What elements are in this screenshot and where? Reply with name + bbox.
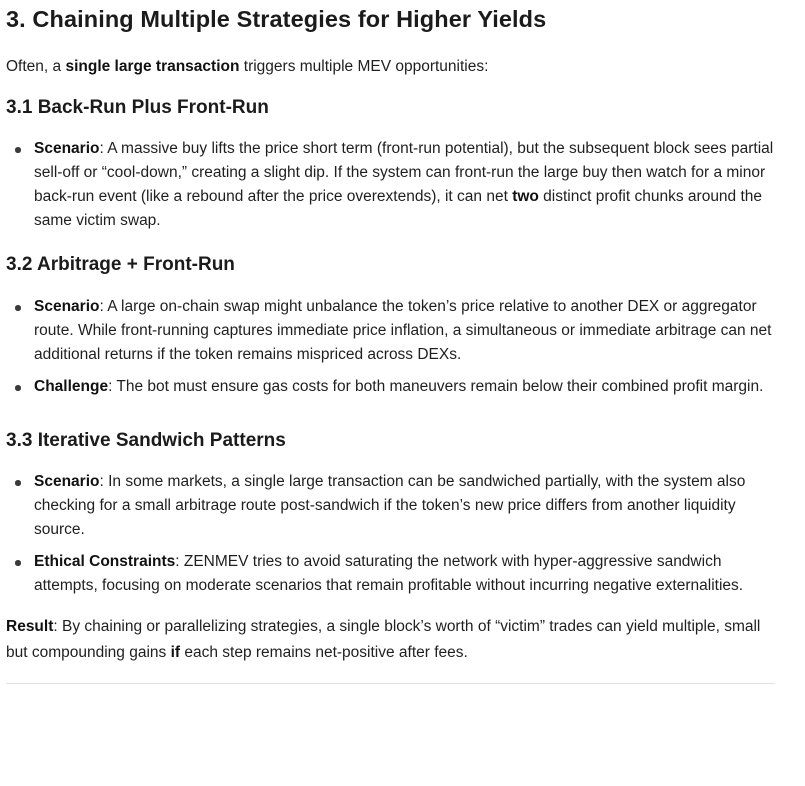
section-3-2-list (6, 295, 775, 399)
item-text: : ZENMEV tries to avoid saturating the network with hyper-aggressive sandwich attempts, focusing on moderate scenarios that remain profitable without incurring negative externalities. (34, 553, 744, 594)
section-heading-3-2: 3.2 Arbitrage + Front-Run (6, 254, 235, 275)
item-label: Challenge (34, 378, 109, 395)
list-item (6, 550, 775, 598)
section-heading-3-3: 3.3 Iterative Sandwich Patterns (6, 430, 286, 451)
item-text: : A massive buy lifts the price short term (front-run potential), but the subsequent block sees partial sell-off or “cool-down,” creating a slight dip. If the system can front-run the large buy then watch for a minor back-run event (like a rebound after the price overextends), it can net (34, 140, 774, 205)
item-label: Scenario (34, 473, 100, 490)
divider (6, 683, 775, 684)
item-bold-text: two (512, 188, 539, 205)
result-text-after: each step remains net-positive after fees. (180, 644, 468, 661)
list-item (6, 137, 775, 233)
result-paragraph (6, 614, 775, 666)
result-text: : By chaining or parallelizing strategies, a single block’s worth of “victim” trades can yield multiple, small but compounding gains (6, 618, 761, 661)
item-text-after: distinct profit chunks around the same victim swap. (34, 188, 763, 229)
intro-bold-text: single large transaction (65, 58, 240, 75)
list-item (6, 375, 775, 399)
list-item (6, 470, 775, 542)
item-label: Scenario (34, 298, 100, 315)
item-label: Scenario (34, 140, 100, 157)
section-3-1-list (6, 137, 775, 233)
result-bold-text: if (170, 644, 181, 661)
result-label: Result (6, 618, 54, 635)
item-text: : A large on-chain swap might unbalance the token’s price relative to another DEX or aggregator route. While front-running captures immediate price inflation, a simultaneous or immediate arbitrage can net additional returns if the token remains mispriced across DEXs. (34, 298, 772, 363)
intro-paragraph (6, 54, 775, 80)
section-3-3-list (6, 470, 775, 598)
item-text: : In some markets, a single large transaction can be sandwiched partially, with the system also checking for a small arbitrage route post-sandwich if the token’s new price differs from another liquidity source. (34, 473, 746, 538)
intro-text-after: triggers multiple MEV opportunities: (239, 58, 489, 75)
list-item (6, 295, 775, 367)
item-text: : The bot must ensure gas costs for both maneuvers remain below their combined profit margin. (108, 378, 764, 395)
item-label: Ethical Constraints (34, 553, 176, 570)
page-title: 3. Chaining Multiple Strategies for Higher Yields (6, 6, 547, 32)
intro-text-before: Often, a (6, 58, 66, 75)
section-heading-3-1: 3.1 Back-Run Plus Front-Run (6, 97, 269, 118)
